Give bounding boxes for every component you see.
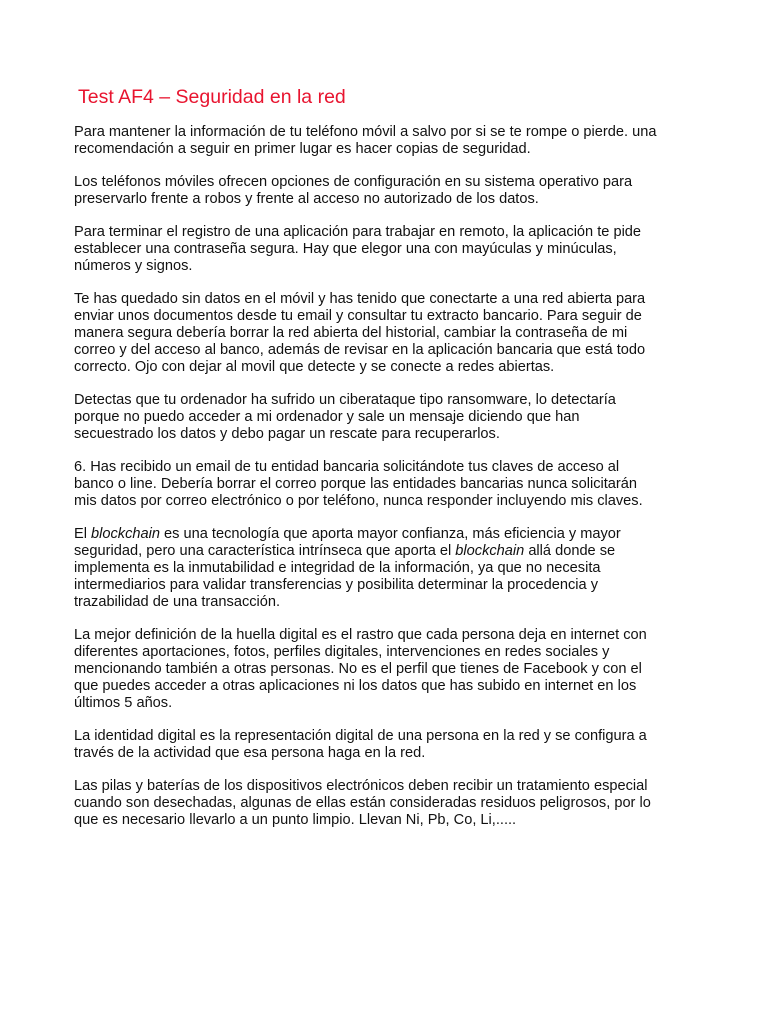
text-run: manera segura debería borrar la red abierta del historial, cambiar la contraseña de mi <box>74 325 628 341</box>
text-line <box>74 678 714 695</box>
text-run: porque no puedo acceder a mi ordenador y sale un mensaje diciendo que han <box>74 409 580 425</box>
italic-term: blockchain <box>455 543 525 559</box>
text-run: recomendación a seguir en primer lugar es hacer copias de seguridad. <box>74 141 531 157</box>
paragraph <box>74 224 714 275</box>
text-run: últimos 5 años. <box>74 695 173 711</box>
text-line <box>74 661 714 678</box>
text-line <box>74 745 714 762</box>
paragraph <box>74 459 714 510</box>
text-run: que es necesario llevarlo a un punto limpio. Llevan Ni, Pb, Co, Li,..... <box>74 812 517 828</box>
text-line <box>74 594 714 611</box>
text-run: que puedes acceder a otras aplicaciones ni los datos que has subido en internet en los <box>74 678 637 694</box>
text-line <box>74 409 714 426</box>
text-run: correo y del acceso al banco, además de revisar en la aplicación bancaria que está todo <box>74 342 646 358</box>
text-run: trazabilidad de una transacción. <box>74 594 281 610</box>
text-line <box>74 795 714 812</box>
text-run: Para mantener la información de tu teléfono móvil a salvo por si se te rompe o pierde. una <box>74 124 657 140</box>
text-line <box>74 342 714 359</box>
text-line <box>74 476 714 493</box>
text-run: El <box>74 526 92 542</box>
text-run: 6. Has recibido un email de tu entidad bancaria solicitándote tus claves de acceso al <box>74 459 620 475</box>
text-run: mencionando también a otras personas. No es el perfil que tienes de Facebook y con el <box>74 661 642 677</box>
paragraph <box>74 124 714 158</box>
paragraph <box>74 291 714 376</box>
text-run: Te has quedado sin datos en el móvil y has tenido que conectarte a una red abierta para <box>74 291 646 307</box>
text-run: intermediarios para validar transferencias y posibilita determinar la procedencia y <box>74 577 599 593</box>
text-line <box>74 526 714 543</box>
paragraph <box>74 174 714 208</box>
text-run: cuando son desechadas, algunas de ellas están consideradas residuos peligrosos, por lo <box>74 795 651 811</box>
text-line <box>74 644 714 661</box>
text-run: La identidad digital es la representación digital de una persona en la red y se configura a <box>74 728 647 744</box>
paragraph <box>74 728 714 762</box>
text-line <box>74 141 714 158</box>
text-line <box>74 308 714 325</box>
text-line <box>74 124 714 141</box>
text-run: Detectas que tu ordenador ha sufrido un ciberataque tipo ransomware, lo detectaría <box>74 392 616 408</box>
text-run: preservarlo frente a robos y frente al acceso no autorizado de los datos. <box>74 191 539 207</box>
italic-term: blockchain <box>91 526 160 542</box>
text-line <box>74 778 714 795</box>
text-line <box>74 291 714 308</box>
text-run: diferentes aportaciones, fotos, perfiles digitales, intervenciones en redes sociales y <box>74 644 610 660</box>
text-run: seguridad, pero una característica intrínseca que aporta el <box>74 543 456 559</box>
text-run: enviar unos documentos desde tu email y consultar tu extracto bancario. Para seguir de <box>74 308 642 324</box>
text-line <box>74 493 714 510</box>
text-line <box>74 577 714 594</box>
text-line <box>74 224 714 241</box>
text-run: La mejor definición de la huella digital es el rastro que cada persona deja en internet con <box>74 627 647 643</box>
paragraph <box>74 526 714 611</box>
text-line <box>74 191 714 208</box>
text-run: banco o line. Debería borrar el correo porque las entidades bancarias nunca solicitarán <box>74 476 638 492</box>
text-run: implementa es la inmutabilidad e integridad de la información, ya que no necesita <box>74 560 601 576</box>
text-run: Los teléfonos móviles ofrecen opciones de configuración en su sistema operativo para <box>74 174 633 190</box>
text-run: números y signos. <box>74 258 193 274</box>
text-line <box>74 728 714 745</box>
text-run: establecer una contraseña segura. Hay que elegor una con mayúculas y minúculas, <box>74 241 617 257</box>
text-line <box>74 426 714 443</box>
paragraph <box>74 392 714 443</box>
document-title: Test AF4 – Seguridad en la red <box>78 86 346 108</box>
text-run: es una tecnología que aporta mayor confianza, más eficiencia y mayor <box>160 526 621 542</box>
text-run: allá donde se <box>524 543 616 559</box>
document-body <box>74 124 714 845</box>
text-line <box>74 543 714 560</box>
text-line <box>74 258 714 275</box>
paragraph <box>74 627 714 712</box>
text-line <box>74 325 714 342</box>
text-line <box>74 459 714 476</box>
text-line <box>74 627 714 644</box>
text-run: secuestrado los datos y debo pagar un rescate para recuperarlos. <box>74 426 500 442</box>
text-line <box>74 695 714 712</box>
text-line <box>74 174 714 191</box>
text-line <box>74 560 714 577</box>
text-line <box>74 359 714 376</box>
text-line <box>74 241 714 258</box>
text-run: mis datos por correo electrónico o por teléfono, nunca responder incluyendo mis claves. <box>74 493 643 509</box>
text-run: Para terminar el registro de una aplicación para trabajar en remoto, la aplicación te pide <box>74 224 642 240</box>
text-line <box>74 812 714 829</box>
text-run: través de la actividad que esa persona haga en la red. <box>74 745 426 761</box>
paragraph <box>74 778 714 829</box>
text-line <box>74 392 714 409</box>
text-run: correcto. Ojo con dejar al movil que detecte y se conecte a redes abiertas. <box>74 359 555 375</box>
text-run: Las pilas y baterías de los dispositivos electrónicos deben recibir un tratamiento especial <box>74 778 648 794</box>
